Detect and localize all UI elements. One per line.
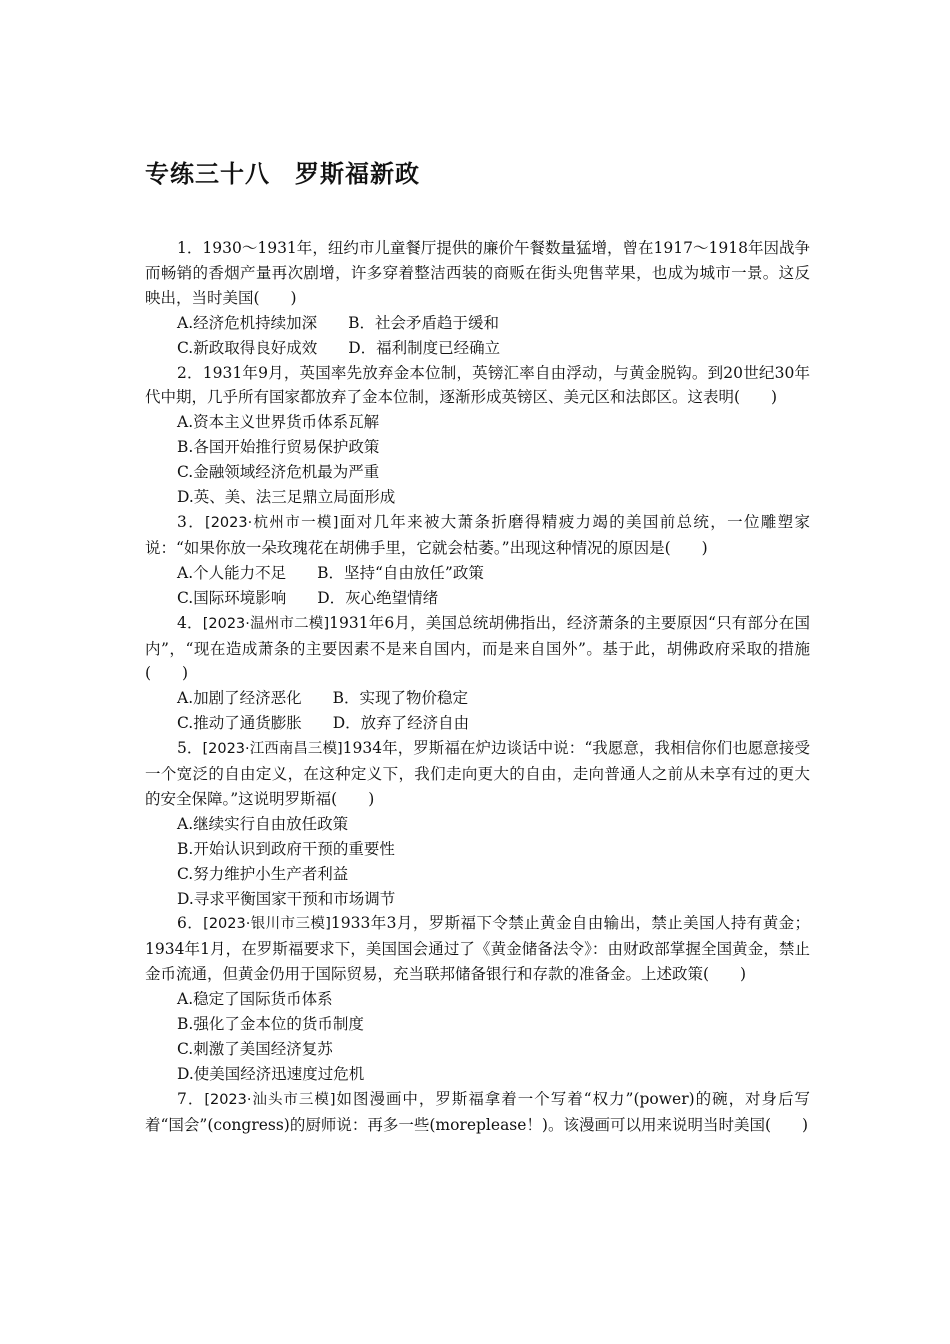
question-text: 面对几年来被大萧条折磨得精疲力竭的美国前总统，一位雕塑家说：“如果你放一朵玫瑰花在胡佛手里，它就会枯萎。”出现这种情况的原因是( ) bbox=[145, 512, 810, 557]
question-5 bbox=[145, 736, 810, 911]
question-number: 6． bbox=[177, 914, 204, 933]
option-line: A.资本主义世界货币体系瓦解 bbox=[177, 413, 380, 432]
question-2 bbox=[145, 361, 810, 510]
question-source: [2023·温州市二模] bbox=[202, 615, 330, 632]
option-line: A.经济危机持续加深 B．社会矛盾趋于缓和 bbox=[177, 313, 500, 332]
question-3 bbox=[145, 510, 810, 611]
option-line: B.强化了金本位的货币制度 bbox=[177, 1015, 364, 1034]
option-line: A.继续实行自由放任政策 bbox=[177, 814, 349, 833]
option-line: C.努力维护小生产者利益 bbox=[177, 864, 349, 883]
option-line: C.新政取得良好成效 D．福利制度已经确立 bbox=[177, 338, 501, 357]
option-line: A.加剧了经济恶化 B．实现了物价稳定 bbox=[177, 689, 469, 708]
option-line: C.刺激了美国经济复苏 bbox=[177, 1040, 333, 1058]
option-line: D.寻求平衡国家干预和市场调节 bbox=[177, 889, 396, 908]
question-number: 5． bbox=[177, 739, 203, 758]
option-line: B.开始认识到政府干预的重要性 bbox=[177, 839, 395, 858]
option-line: B.各国开始推行贸易保护政策 bbox=[177, 438, 380, 457]
question-text: 1934年，罗斯福在炉边谈话中说：“我愿意，我相信你们也愿意接受一个宽泛的自由定义，在这种定义下，我们走向更大的自由，走向普通人之前从未享有过的更大的安全保障。”这说明罗斯福( ) bbox=[145, 739, 810, 808]
question-6 bbox=[145, 911, 810, 1086]
question-stem bbox=[145, 911, 810, 987]
page-title: 专练三十八 罗斯福新政 bbox=[145, 160, 420, 188]
question-4 bbox=[145, 611, 810, 737]
question-stem bbox=[145, 510, 810, 561]
question-stem bbox=[145, 736, 810, 812]
question-text: 如图漫画中，罗斯福拿着一个写着“权力”(power)的碗，对身后写着“国会”(congress)的厨师说：再多一些(moreplease！)。该漫画可以用来说明当时美国( ) bbox=[145, 1089, 810, 1134]
question-stem bbox=[145, 611, 810, 687]
option-line: A.稳定了国际货币体系 bbox=[177, 990, 333, 1009]
question-number: 4． bbox=[177, 613, 203, 632]
question-stem: 2．1931年9月，英国率先放弃金本位制，英镑汇率自由浮动，与黄金脱钩。到20世纪30年代中期，几乎所有国家都放弃了金本位制，逐渐形成英镑区、美元区和法郎区。这表明( ) bbox=[145, 363, 810, 407]
question-number: 7． bbox=[177, 1089, 205, 1108]
option-line: C.金融领域经济危机最为严重 bbox=[177, 463, 380, 482]
question-text: 1933年3月，罗斯福下令禁止黄金自由输出，禁止美国人持有黄金；1934年1月，在罗斯福要求下，美国国会通过了《黄金储备法令》：由财政部掌握全国黄金，禁止金币流通，但黄金仍用于国际贸易，充当联邦储备银行和存款的准备金。上述政策( ) bbox=[145, 914, 810, 984]
option-line: C.推动了通货膨胀 D．放弃了经济自由 bbox=[177, 714, 470, 733]
option-line: A.个人能力不足 B．坚持“自由放任”政策 bbox=[177, 563, 484, 582]
question-number: 3． bbox=[177, 512, 206, 531]
option-line: C.国际环境影响 D．灰心绝望情绪 bbox=[177, 588, 439, 607]
question-source: [2023·杭州市一模] bbox=[205, 514, 339, 531]
question-stem: 1．1930～1931年，纽约市儿童餐厅提供的廉价午餐数量猛增，曾在1917～1918年因战争而畅销的香烟产量再次剧增，许多穿着整洁西装的商贩在街头兜售苹果，也成为城市一景。这反映出，当时美国( ) bbox=[145, 239, 810, 307]
question-source: [2023·江西南昌三模] bbox=[202, 741, 343, 758]
question-text: 1931年6月，美国总统胡佛指出，经济萧条的主要原因“只有部分在国内”，“现在造成萧条的主要因素不是来自国内，而是来自国外”。基于此，胡佛政府采取的措施( ) bbox=[145, 613, 810, 683]
question-source: [2023·汕头市三模] bbox=[204, 1091, 336, 1108]
question-7 bbox=[145, 1087, 810, 1138]
option-line: D.使美国经济迅速度过危机 bbox=[177, 1064, 365, 1083]
question-stem bbox=[145, 1087, 810, 1138]
question-source: [2023·银川市三模] bbox=[203, 916, 331, 933]
option-line: D.英、美、法三足鼎立局面形成 bbox=[177, 488, 396, 507]
question-1 bbox=[145, 236, 810, 361]
question-list bbox=[145, 236, 810, 1138]
